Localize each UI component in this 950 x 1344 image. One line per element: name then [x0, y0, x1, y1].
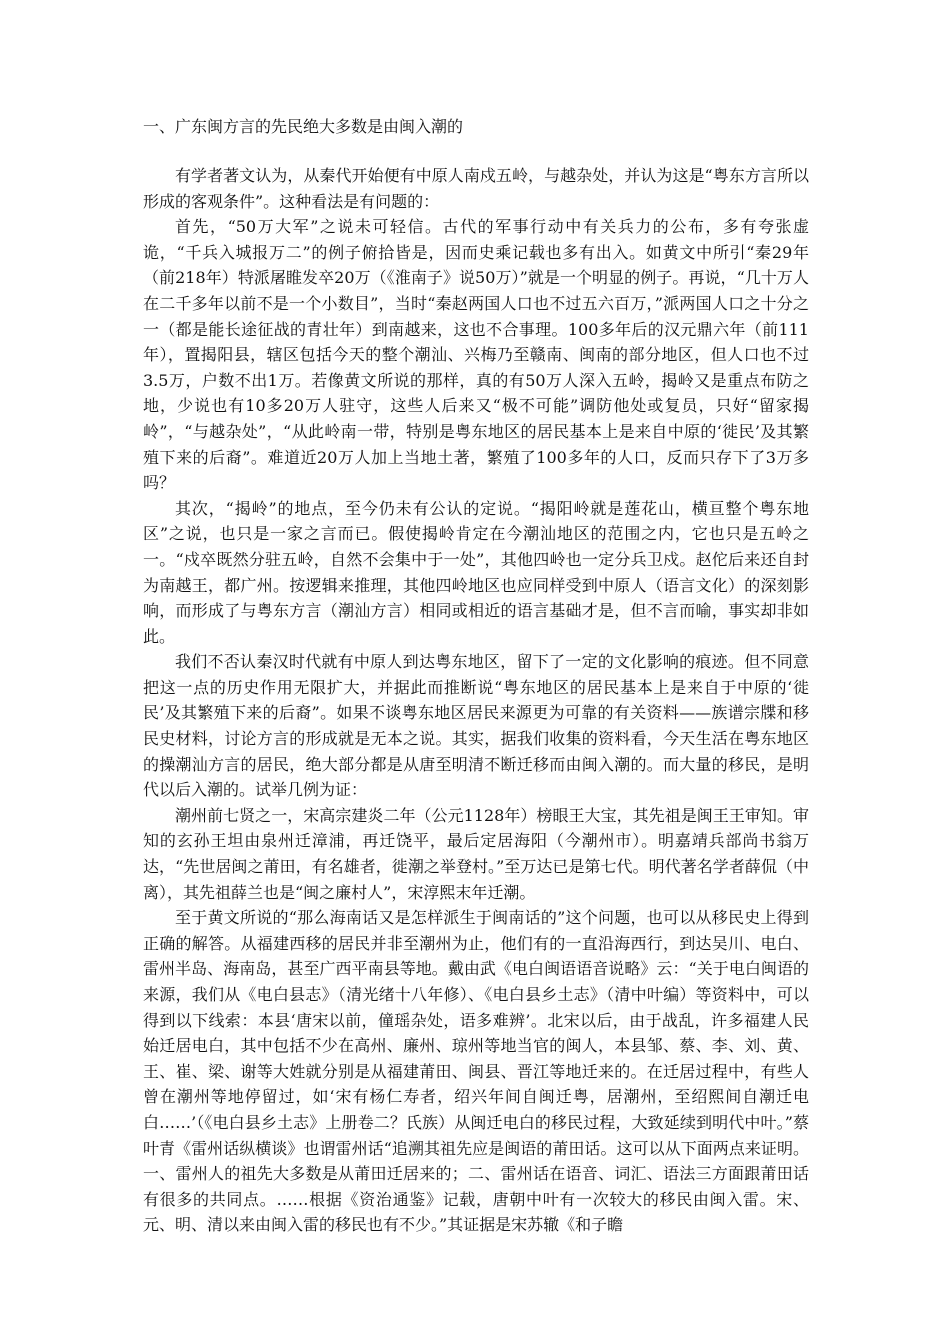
paragraph-hainan: 至于黄文所说的“那么海南话又是怎样派生于闽南话的”这个问题，也可以从移民史上得到正确的解答。从福建西移的居民并非至潮州为止，他们有的一直沿海西行，到达吴川、电白、雷州半岛、海南岛，甚至广西平南县等地。戴由武《电白闽语语音说略》云：“关于电白闽语的来源，我们从《电白县志》（清光绪十八年修）、《电白县乡土志》（清中叶编）等资料中，可以得到以下线索：本县‘唐宋以前，僮瑶杂处，语多难辨’。北宋以后，由于战乱，许多福建人民始迁居电白，其中包括不少在高州、廉州、琼州等地当官的闽人，本县邹、蔡、李、刘、黄、王、崔、梁、谢等大姓就分别是从福建莆田、闽县、晋江等地迁来的。在迁居过程中，有些人曾在潮州等地停留过，如‘宋有杨仁寿者，绍兴年间自闽迁粤，居潮州，至绍熙间自潮迁电白……’（《电白县乡土志》上册卷二？氏族）从闽迁电白的移民过程，大致延续到明代中叶。”蔡叶青《雷州话纵横谈》也谓雷州话“追溯其祖先应是闽语的莆田话。这可以从下面两点来证明。一、雷州人的祖先大多数是从莆田迁居来的；二、雷州话在语音、词汇、语法三方面跟莆田话有很多的共同点。……根据《资治通鉴》记载，唐朝中叶有一次较大的移民由闽入雷。宋、元、明、清以来由闽入雷的移民也有不少。”其证据是宋苏辙《和子瞻: [143, 908, 809, 1235]
paragraph-migration: 我们不否认秦汉时代就有中原人到达粤东地区，留下了一定的文化影响的痕迹。但不同意把这一点的历史作用无限扩大，并据此而推断说“粤东地区的居民基本上是来自于中原的‘徙民’及其繁殖下来的后裔”。如果不谈粤东地区居民来源更为可靠的有关资料——族谱宗牒和移民史材料，讨论方言的形成就是无本之说。其实，据我们收集的资料看，今天生活在粤东地区的操潮汕方言的居民，绝大部分都是从唐至明清不断迁移而由闽入潮的。而大量的移民，是明代以后入潮的。试举几例为证：: [143, 652, 809, 800]
document-page: [143, 112, 809, 1238]
section-heading: 一、广东闽方言的先民绝大多数是由闽入潮的: [143, 117, 464, 136]
paragraph-second-point: 其次，“揭岭”的地点，至今仍未有公认的定说。“揭阳岭就是莲花山，横亘整个粤东地区”之说，也只是一家之言而已。假使揭岭肯定在今潮汕地区的范围之内，它也只是五岭之一。“戍卒既然分驻五岭，自然不会集中于一处”，其他四岭也一定分兵卫戍。赵佗后来还自封为南越王，都广州。按逻辑来推理，其他四岭地区也应同样受到中原人（语言文化）的深刻影响，而形成了与粤东方言（潮汕方言）相同或相近的语言基础才是，但不言而喻，事实却非如此。: [143, 498, 809, 646]
document-body: [143, 163, 809, 1238]
paragraph-first-point: 首先，“50万大军”之说未可轻信。古代的军事行动中有关兵力的公布，多有夸张虚诡，“千兵入城报万二”的例子俯拾皆是，因而史乘记载也多有出入。如黄文中所引“秦29年（前218年）特派屠睢发卒20万（《淮南子》说50万）”就是一个明显的例子。再说，“几十万人在二千多年以前不是一个小数目”，当时“秦赵两国人口也不过五六百万，”派两国人口之十分之一（都是能长途征战的青壮年）到南越来，这也不合事理。100多年后的汉元鼎六年（前111年），置揭阳县，辖区包括今天的整个潮汕、兴梅乃至赣南、闽南的部分地区，但人口也不过3.5万，户数不出1万。若像黄文所说的那样，真的有50万人深入五岭，揭岭又是重点布防之地，少说也有10多20万人驻守，这些人后来又“极不可能”调防他处或复员，只好“留家揭岭”，“与越杂处”，“从此岭南一带，特别是粤东地区的居民基本上是来自中原的‘徙民’及其繁殖下来的后裔”。难道近20万人加上当地土著，繁殖了100多年的人口，反而只存下了3万多吗？: [143, 217, 809, 493]
paragraph-examples: 潮州前七贤之一，宋高宗建炎二年（公元1128年）榜眼王大宝，其先祖是闽王王审知。审知的玄孙王坦由泉州迁漳浦，再迁饶平，最后定居海阳（今潮州市）。明嘉靖兵部尚书翁万达，“先世居闽之莆田，有名雄者，徙潮之举登村。”至万达已是第七代。明代著名学者薛侃（中离），其先祖薛兰也是“闽之廉村人”，宋淳熙末年迁潮。: [143, 805, 809, 902]
paragraph-intro: 有学者著文认为，从秦代开始便有中原人南戍五岭，与越杂处，并认为这是“粤东方言所以形成的客观条件”。这种看法是有问题的：: [143, 166, 809, 211]
